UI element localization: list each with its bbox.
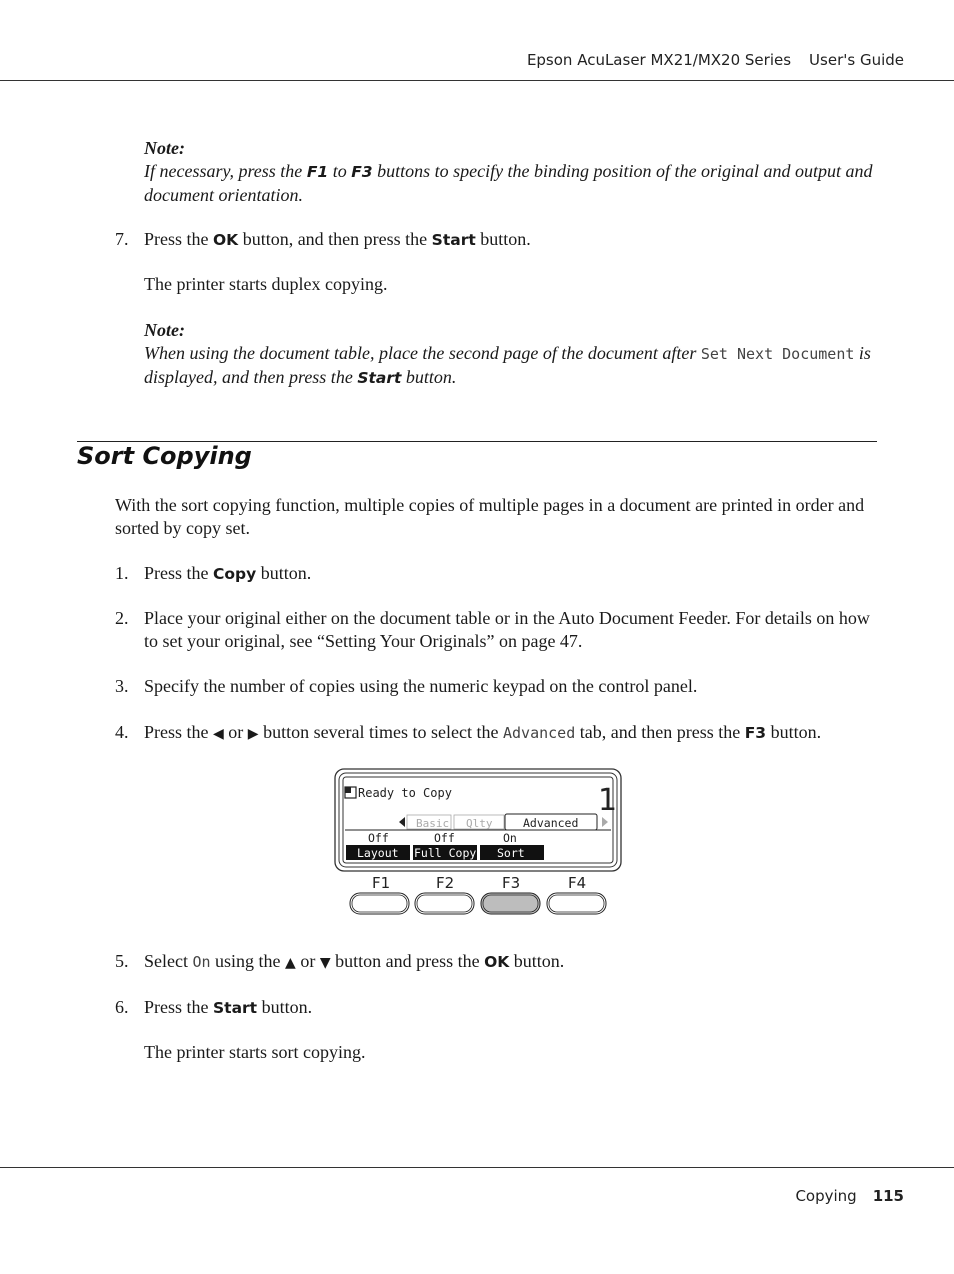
step-text: using the [210,951,286,971]
f3-label: F3 [502,874,521,892]
ok-key-label: OK [213,231,239,249]
step-number: 4. [115,722,129,742]
lcd-value-sort: On [503,831,517,845]
lcd-tab-code: Advanced [503,724,576,742]
step-text: button. [257,997,313,1017]
f4-button [547,893,606,914]
lcd-label-full-copy: Full Copy [414,846,477,860]
f2-label: F2 [436,874,455,892]
right-arrow-icon: ▶ [247,726,259,742]
lcd-tab-advanced-label: Advanced [523,816,579,830]
ok-key-label: OK [484,953,510,971]
note-1-text: to [328,161,352,181]
step-text: tab, and then press the [575,722,745,742]
note-1 [144,137,879,207]
note-2 [144,319,879,390]
note-2-text: button. [401,367,457,387]
up-arrow-icon: ▲ [285,955,296,971]
start-key-label: Start [357,369,402,387]
step-5-text [144,950,879,975]
header-guide: User's Guide [809,51,904,69]
lcd-copy-count: 1 [598,783,618,818]
f1-button [350,893,409,914]
step-text: Press the [144,997,213,1017]
lcd-status: Ready to Copy [358,786,452,800]
start-key-label: Start [431,231,476,249]
step-text: Select [144,951,193,971]
step-number: 6. [115,997,129,1017]
copy-key-label: Copy [213,565,257,583]
header-rule [0,80,954,81]
step-text: button and press the [330,951,485,971]
section-intro: With the sort copying function, multiple copies of multiple pages in a document are printed in order and sorted by copy set. [115,495,865,538]
step-3-text: Specify the number of copies using the numeric keypad on the control panel. [144,676,698,696]
lcd-value-layout: Off [368,831,389,845]
step-text: Press the [144,722,213,742]
step-text: button several times to select the [258,722,503,742]
step-text: or [295,951,320,971]
note-2-text: is displayed, and then press the [144,343,871,387]
step-text: or [223,722,248,742]
step-text: Press the [144,229,213,249]
step-7-result: The printer starts duplex copying. [144,274,388,294]
lcd-tab-basic-label: Basic [416,817,450,830]
running-footer [795,1187,904,1205]
f3-key-label: F3 [351,163,373,181]
step-2-text: Place your original either on the document table or in the Auto Document Feeder. For details on how to set your original, see “Setting Your Originals” on page 47. [144,608,870,651]
step-number: 7. [115,229,129,249]
section-title: Sort Copying [77,442,252,470]
step-number: 3. [115,676,129,696]
lcd-value-code: On [192,953,211,971]
f1-key-label: F1 [306,163,329,181]
step-6-result: The printer starts sort copying. [144,1042,366,1062]
step-text: Press the [144,563,213,583]
step-1-text [144,562,879,586]
note-2-title: Note: [144,320,185,340]
note-1-title: Note: [144,138,185,158]
step-6-text [144,996,879,1020]
footer-section: Copying [795,1187,857,1205]
note-1-body [144,160,879,207]
step-number: 2. [115,608,129,628]
lcd-tab-qlty-label: Qlty [466,817,493,830]
step-7-text [144,228,879,252]
left-arrow-icon: ◀ [213,726,224,742]
page-number: 115 [872,1187,904,1205]
start-key-label: Start [213,999,258,1017]
f4-label: F4 [568,874,587,892]
f3-key-label: F3 [744,724,767,742]
step-number: 5. [115,951,129,971]
footer-rule [0,1167,954,1168]
note-1-text: If necessary, press the [144,161,307,181]
copy-mode-icon-fill [345,787,351,793]
header-product: Epson AcuLaser MX21/MX20 Series [526,51,792,69]
down-arrow-icon: ▼ [319,955,331,971]
control-panel-illustration [330,764,630,924]
f3-button-highlighted [481,893,540,914]
step-4-text [144,721,879,746]
f2-button [415,893,474,914]
step-text: button. [475,229,531,249]
running-header [527,51,904,69]
note-2-text: When using the document table, place the second page of the document after [144,343,701,363]
step-text: button. [256,563,312,583]
step-text: button. [509,951,565,971]
lcd-label-layout: Layout [357,846,399,860]
note-2-body [144,342,879,390]
lcd-message-code: Set Next Document [700,345,855,363]
step-text: button. [766,722,822,742]
step-text: button, and then press the [238,229,432,249]
lcd-label-sort: Sort [497,846,525,860]
lcd-value-full-copy: Off [434,831,455,845]
step-number: 1. [115,563,129,583]
note-1-text: buttons to specify the binding position of the original and output and document orientation. [144,161,873,205]
f1-label: F1 [372,874,391,892]
